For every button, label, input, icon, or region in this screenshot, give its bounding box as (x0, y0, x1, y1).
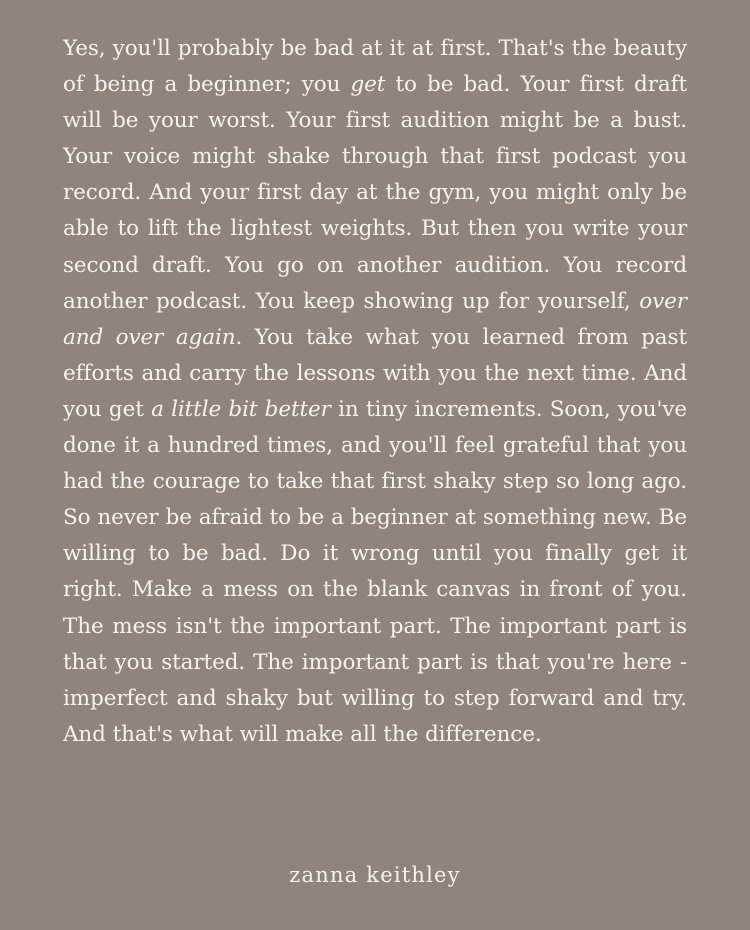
quote-text (63, 31, 687, 753)
quote-segment: . You take what you learned from past efforts and carry the lessons with you the next time. And you get (63, 324, 687, 422)
author-name: zanna keithley (289, 863, 461, 887)
quote-emphasis: over and over again (63, 288, 687, 350)
quote-emphasis: a little bit better (151, 396, 331, 422)
quote-segment: to be bad. Your first draft will be your worst. Your first audition might be a bust. Your voice might shake through that first podcast you record. And your first day at the gym, you might only be able to lift the lightest weights. But then you write your second draft. You go on another audition. You record another podcast. You keep showing up for yourself, (63, 72, 687, 314)
quote-segment: in tiny increments. Soon, you've done it a hundred times, and you'll feel grateful that you had the courage to take that first shaky step so long ago. So never be afraid to be a beginner at something new. Be willing to be bad. Do it wrong until you finally get it right. Make a mess on the blank canvas in front of you. The mess isn't the important part. The important part is that you started. The important part is that you're here - imperfect and shaky but willing to step forward and try. And that's what will make all the difference. (63, 396, 687, 747)
quote-segment: Yes, you'll probably be bad at it at first. That's the beauty of being a beginner; you (63, 36, 687, 98)
quote-emphasis: get (350, 72, 386, 98)
